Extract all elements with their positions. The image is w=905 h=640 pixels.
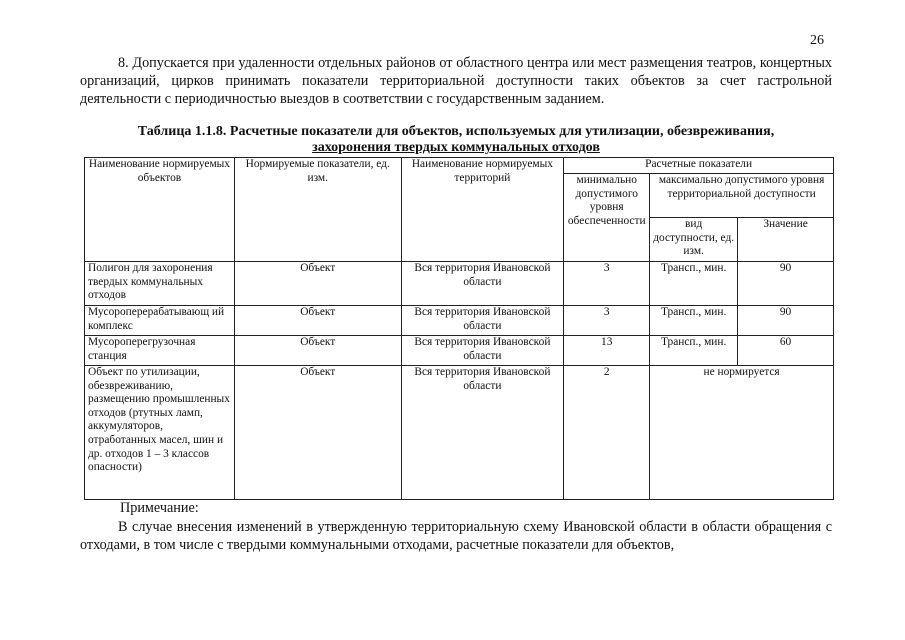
paragraph-8-text: 8. Допускается при удаленности отдельных районов от областного центра или мест размещения театров, концертных организаций, цирков принимать показатели территориальной доступности таких объектов за счет гастрольной деятельности с периодичностью выездов в соответствии с государственным заданием. (80, 55, 832, 107)
cell-indicator: Объект (234, 306, 401, 336)
cell-territory: Вся территория Ивановской области (401, 366, 564, 500)
cell-value: 90 (738, 306, 834, 336)
table-title (80, 124, 832, 156)
table-row (85, 306, 834, 336)
cell-min: 3 (564, 262, 650, 306)
cell-min: 3 (564, 306, 650, 336)
cell-territory: Вся территория Ивановской области (401, 336, 564, 366)
cell-access: Трансп., мин. (650, 306, 738, 336)
cell-object-name: Объект по утилизации, обезвреживанию, размещению промышленных отходов (ртутных ламп, аккумуляторов, отработанных масел, шин и др. отходов 1 – 3 классов опасности) (85, 366, 235, 500)
cell-access: Трансп., мин. (650, 262, 738, 306)
header-calculated: Расчетные показатели (564, 158, 834, 174)
cell-object-name: Мусороперегрузочная станция (85, 336, 235, 366)
cell-object-name: Мусороперерабатывающ ий комплекс (85, 306, 235, 336)
cell-value: 60 (738, 336, 834, 366)
cell-min: 2 (564, 366, 650, 500)
table-row (85, 262, 834, 306)
note-paragraph (80, 518, 832, 554)
table-row (85, 336, 834, 366)
cell-object-name: Полигон для захоронения твердых коммунальных отходов (85, 262, 235, 306)
table-title-line-1: Таблица 1.1.8. Расчетные показатели для объектов, используемых для утилизации, обезвреживания, (137, 124, 775, 139)
note-text: В случае внесения изменений в утвержденную территориальную схему Ивановской области в области обращения с отходами, в том числе с твердыми коммунальными отходами, расчетные показатели для объектов, (80, 519, 832, 553)
cell-territory: Вся территория Ивановской области (401, 306, 564, 336)
cell-not-normalized: не нормируется (650, 366, 834, 500)
header-value: Значение (738, 218, 834, 262)
header-access-type: вид доступности, ед. изм. (650, 218, 738, 262)
note-label: Примечание: (120, 500, 199, 516)
header-indicators: Нормируемые показатели, ед. изм. (234, 158, 401, 262)
cell-territory: Вся территория Ивановской области (401, 262, 564, 306)
paragraph-8 (80, 54, 832, 108)
cell-indicator: Объект (234, 262, 401, 306)
header-min-level: минимально допустимого уровня обеспеченности (564, 174, 650, 262)
header-object-name: Наименование нормируемых объектов (85, 158, 235, 262)
page-number: 26 (810, 33, 824, 48)
cell-access: Трансп., мин. (650, 336, 738, 366)
header-max-level: максимально допустимого уровня территориальной доступности (650, 174, 834, 218)
cell-indicator: Объект (234, 336, 401, 366)
cell-indicator: Объект (234, 366, 401, 500)
header-territories: Наименование нормируемых территорий (401, 158, 564, 262)
table-title-line-2: захоронения твердых коммунальных отходов (312, 140, 600, 155)
table-row (85, 366, 834, 500)
cell-min: 13 (564, 336, 650, 366)
cell-value: 90 (738, 262, 834, 306)
indicators-table (84, 157, 834, 500)
